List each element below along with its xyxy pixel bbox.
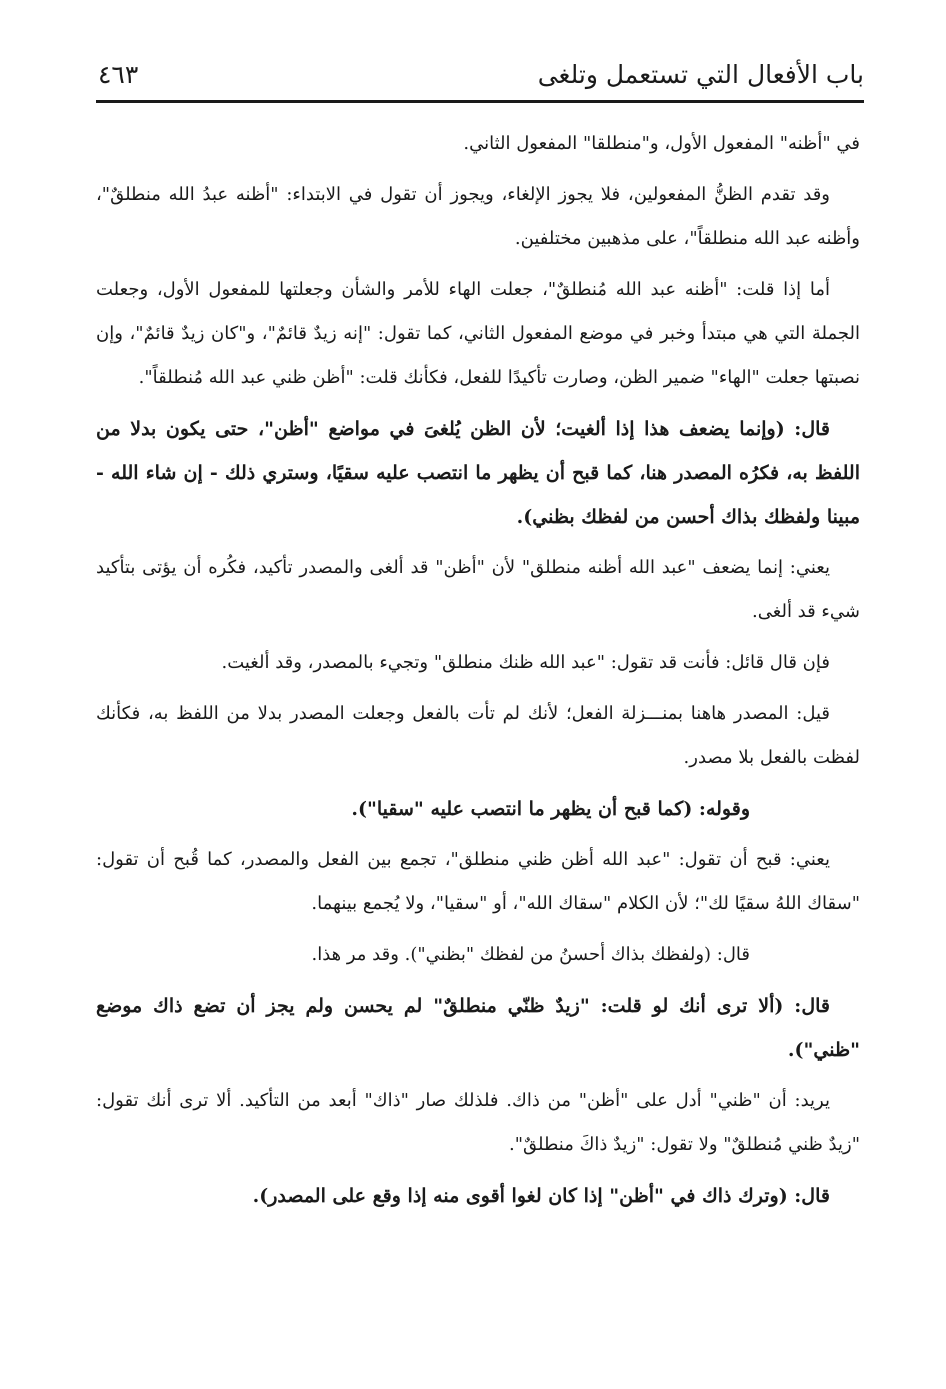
paragraph-6: فإن قال قائل: فأنت قد تقول: "عبد الله ظنك منطلق" وتجيء بالمصدر، وقد ألغيت. [221,652,830,673]
paragraph-12: يريد: أن "ظني" أدل على "أظن" من ذاك. فلذلك صار "ذاك" أبعد من التأكيد. ألا ترى أنك تقول: "زيدٌ ظني مُنطلقٌ" ولا تقول: "زيدٌ ذاكَ منطلقٌ". [96,1090,860,1155]
chapter-title: باب الأفعال التي تستعمل وتلغى [537,60,864,89]
paragraph-13-quote: قال: (وترك ذاك في "أظن" إذا كان لغوا أقوى منه إذا وقع على المصدر). [252,1185,830,1207]
paragraph-7: قيل: المصدر هاهنا بمنـــزلة الفعل؛ لأنك لم تأت بالفعل وجعلت المصدر بدلا من اللفظ به، فكأنك لفظت بالفعل بلا مصدر. [96,703,860,768]
header-divider [96,100,864,103]
paragraph-11-quote: قال: (ألا ترى أنك لو قلت: "زيدٌ ظنّي منطلقٌ" لم يحسن ولم يجز أن تضع ذاك موضع "ظني"). [96,995,860,1061]
paragraph-5: يعني: إنما يضعف "عبد الله أظنه منطلق" لأن "أظن" قد ألغى والمصدر تأكيد، فكُره أن يؤتى بتأكيد شيء قد ألغى. [96,557,860,622]
paragraph-9: يعني: قبح أن تقول: "عبد الله أظن ظني منطلق"، تجمع بين الفعل والمصدر، كما قُبح أن تقول: "سقاك اللهُ سقيًا لك"؛ لأن الكلام "سقاك الله"، أو "سقيا"، ولا يُجمع بينهما. [96,849,860,914]
running-header [96,52,864,100]
paragraph-4-quote: قال: (وإنما يضعف هذا إذا ألغيت؛ لأن الظن يُلغىَ في مواضع "أظن"، حتى يكون بدلا من اللفظ به، فكرُه المصدر هنا، كما قبح أن يظهر ما انتصب عليه سقيًا، وستري ذلك - إن شاء الله - مبينا ولفظك بذاك أحسن من لفظك بظني). [96,418,860,528]
paragraph-2: وقد تقدم الظنُّ المفعولين، فلا يجوز الإلغاء، ويجوز أن تقول في الابتداء: "أظنه عبدُ الله منطلقٌ"، وأظنه عبد الله منطلقاً"، على مذهبين مختلفين. [96,184,860,249]
paragraph-3: أما إذا قلت: "أظنه عبد الله مُنطلقٌ"، جعلت الهاء للأمر والشأن وجعلتها للمفعول الأول، وجعلت الجملة التي هي مبتدأ وخبر في موضع المفعول الثاني، كما تقول: "إنه زيدٌ قائمٌ"، و"كان زيدٌ قائمٌ"، وإن نصبتها جعلت "الهاء" ضمير الظن، وصارت تأكيدًا للفعل، فكأنك قلت: "أظن ظني عبد الله مُنطلقاً". [96,279,860,388]
body-text [96,122,860,1225]
paragraph-1: في "أظنه" المفعول الأول، و"منطلقا" المفعول الثاني. [463,133,860,154]
page-number: ٤٦٣ [98,60,139,89]
paragraph-10-quote: قال: (ولفظك بذاك أحسنُ من لفظك "بظني"). وقد مر هذا. [311,944,750,965]
paragraph-8-quote: وقوله: (كما قبح أن يظهر ما انتصب عليه "سقيا"). [351,798,750,820]
